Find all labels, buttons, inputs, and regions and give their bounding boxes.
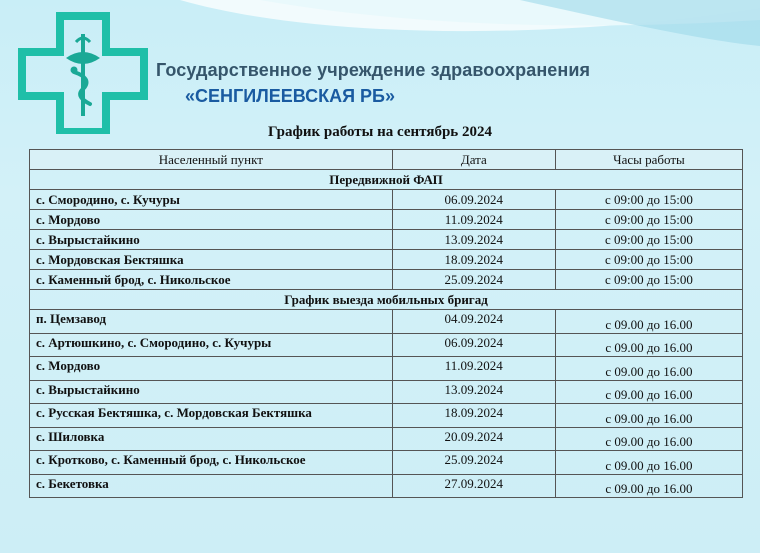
place-cell: с. Артюшкино, с. Смородино, с. Кучуры [30, 333, 393, 357]
date-cell: 04.09.2024 [392, 310, 555, 334]
organization-short-name: «СЕНГИЛЕЕВСКАЯ РБ» [185, 86, 395, 106]
hours-cell: с 09.00 до 16.00 [555, 404, 742, 428]
table-row [30, 230, 743, 250]
hours-cell: с 09:00 до 15:00 [555, 210, 742, 230]
date-cell: 25.09.2024 [392, 451, 555, 475]
table-row [30, 427, 743, 451]
table-row [30, 310, 743, 334]
column-header-place: Населенный пункт [30, 150, 393, 170]
table-row [30, 474, 743, 498]
date-cell: 13.09.2024 [392, 380, 555, 404]
medical-cross-logo-icon [18, 12, 148, 134]
place-cell: с. Мордово [30, 357, 393, 381]
table-row [30, 270, 743, 290]
place-cell: п. Цемзавод [30, 310, 393, 334]
table-row [30, 210, 743, 230]
place-cell: с. Смородино, с. Кучуры [30, 190, 393, 210]
column-header-date: Дата [392, 150, 555, 170]
hours-cell: с 09.00 до 16.00 [555, 357, 742, 381]
date-cell: 13.09.2024 [392, 230, 555, 250]
date-cell: 25.09.2024 [392, 270, 555, 290]
hours-cell: с 09:00 до 15:00 [555, 250, 742, 270]
place-cell: с. Каменный брод, с. Никольское [30, 270, 393, 290]
place-cell: с. Вырыстайкино [30, 380, 393, 404]
date-cell: 18.09.2024 [392, 250, 555, 270]
table-row [30, 250, 743, 270]
hours-cell: с 09.00 до 16.00 [555, 333, 742, 357]
table-row [30, 357, 743, 381]
organization-name: Государственное учреждение здравоохранения [156, 60, 591, 80]
date-cell: 11.09.2024 [392, 210, 555, 230]
date-cell: 18.09.2024 [392, 404, 555, 428]
table-row [30, 451, 743, 475]
hours-cell: с 09.00 до 16.00 [555, 474, 742, 498]
date-cell: 06.09.2024 [392, 190, 555, 210]
place-cell: с. Шиловка [30, 427, 393, 451]
schedule-table [29, 149, 743, 498]
hours-cell: с 09.00 до 16.00 [555, 310, 742, 334]
place-cell: с. Бекетовка [30, 474, 393, 498]
place-cell: с. Вырыстайкино [30, 230, 393, 250]
schedule-title: График работы на сентябрь 2024 [268, 124, 492, 140]
date-cell: 06.09.2024 [392, 333, 555, 357]
date-cell: 11.09.2024 [392, 357, 555, 381]
hours-cell: с 09.00 до 16.00 [555, 451, 742, 475]
date-cell: 20.09.2024 [392, 427, 555, 451]
section-header-mobile-fap: Передвижной ФАП [30, 170, 743, 190]
hours-cell: с 09.00 до 16.00 [555, 427, 742, 451]
table-row [30, 190, 743, 210]
table-row [30, 404, 743, 428]
hours-cell: с 09.00 до 16.00 [555, 380, 742, 404]
table-row [30, 333, 743, 357]
section-header-mobile-brigades: График выезда мобильных бригад [30, 290, 743, 310]
table-header-row [30, 150, 743, 170]
column-header-hours: Часы работы [555, 150, 742, 170]
hours-cell: с 09:00 до 15:00 [555, 190, 742, 210]
hours-cell: с 09:00 до 15:00 [555, 230, 742, 250]
place-cell: с. Кротково, с. Каменный брод, с. Никольское [30, 451, 393, 475]
place-cell: с. Мордово [30, 210, 393, 230]
place-cell: с. Мордовская Бектяшка [30, 250, 393, 270]
hours-cell: с 09:00 до 15:00 [555, 270, 742, 290]
date-cell: 27.09.2024 [392, 474, 555, 498]
place-cell: с. Русская Бектяшка, с. Мордовская Бектяшка [30, 404, 393, 428]
table-row [30, 380, 743, 404]
